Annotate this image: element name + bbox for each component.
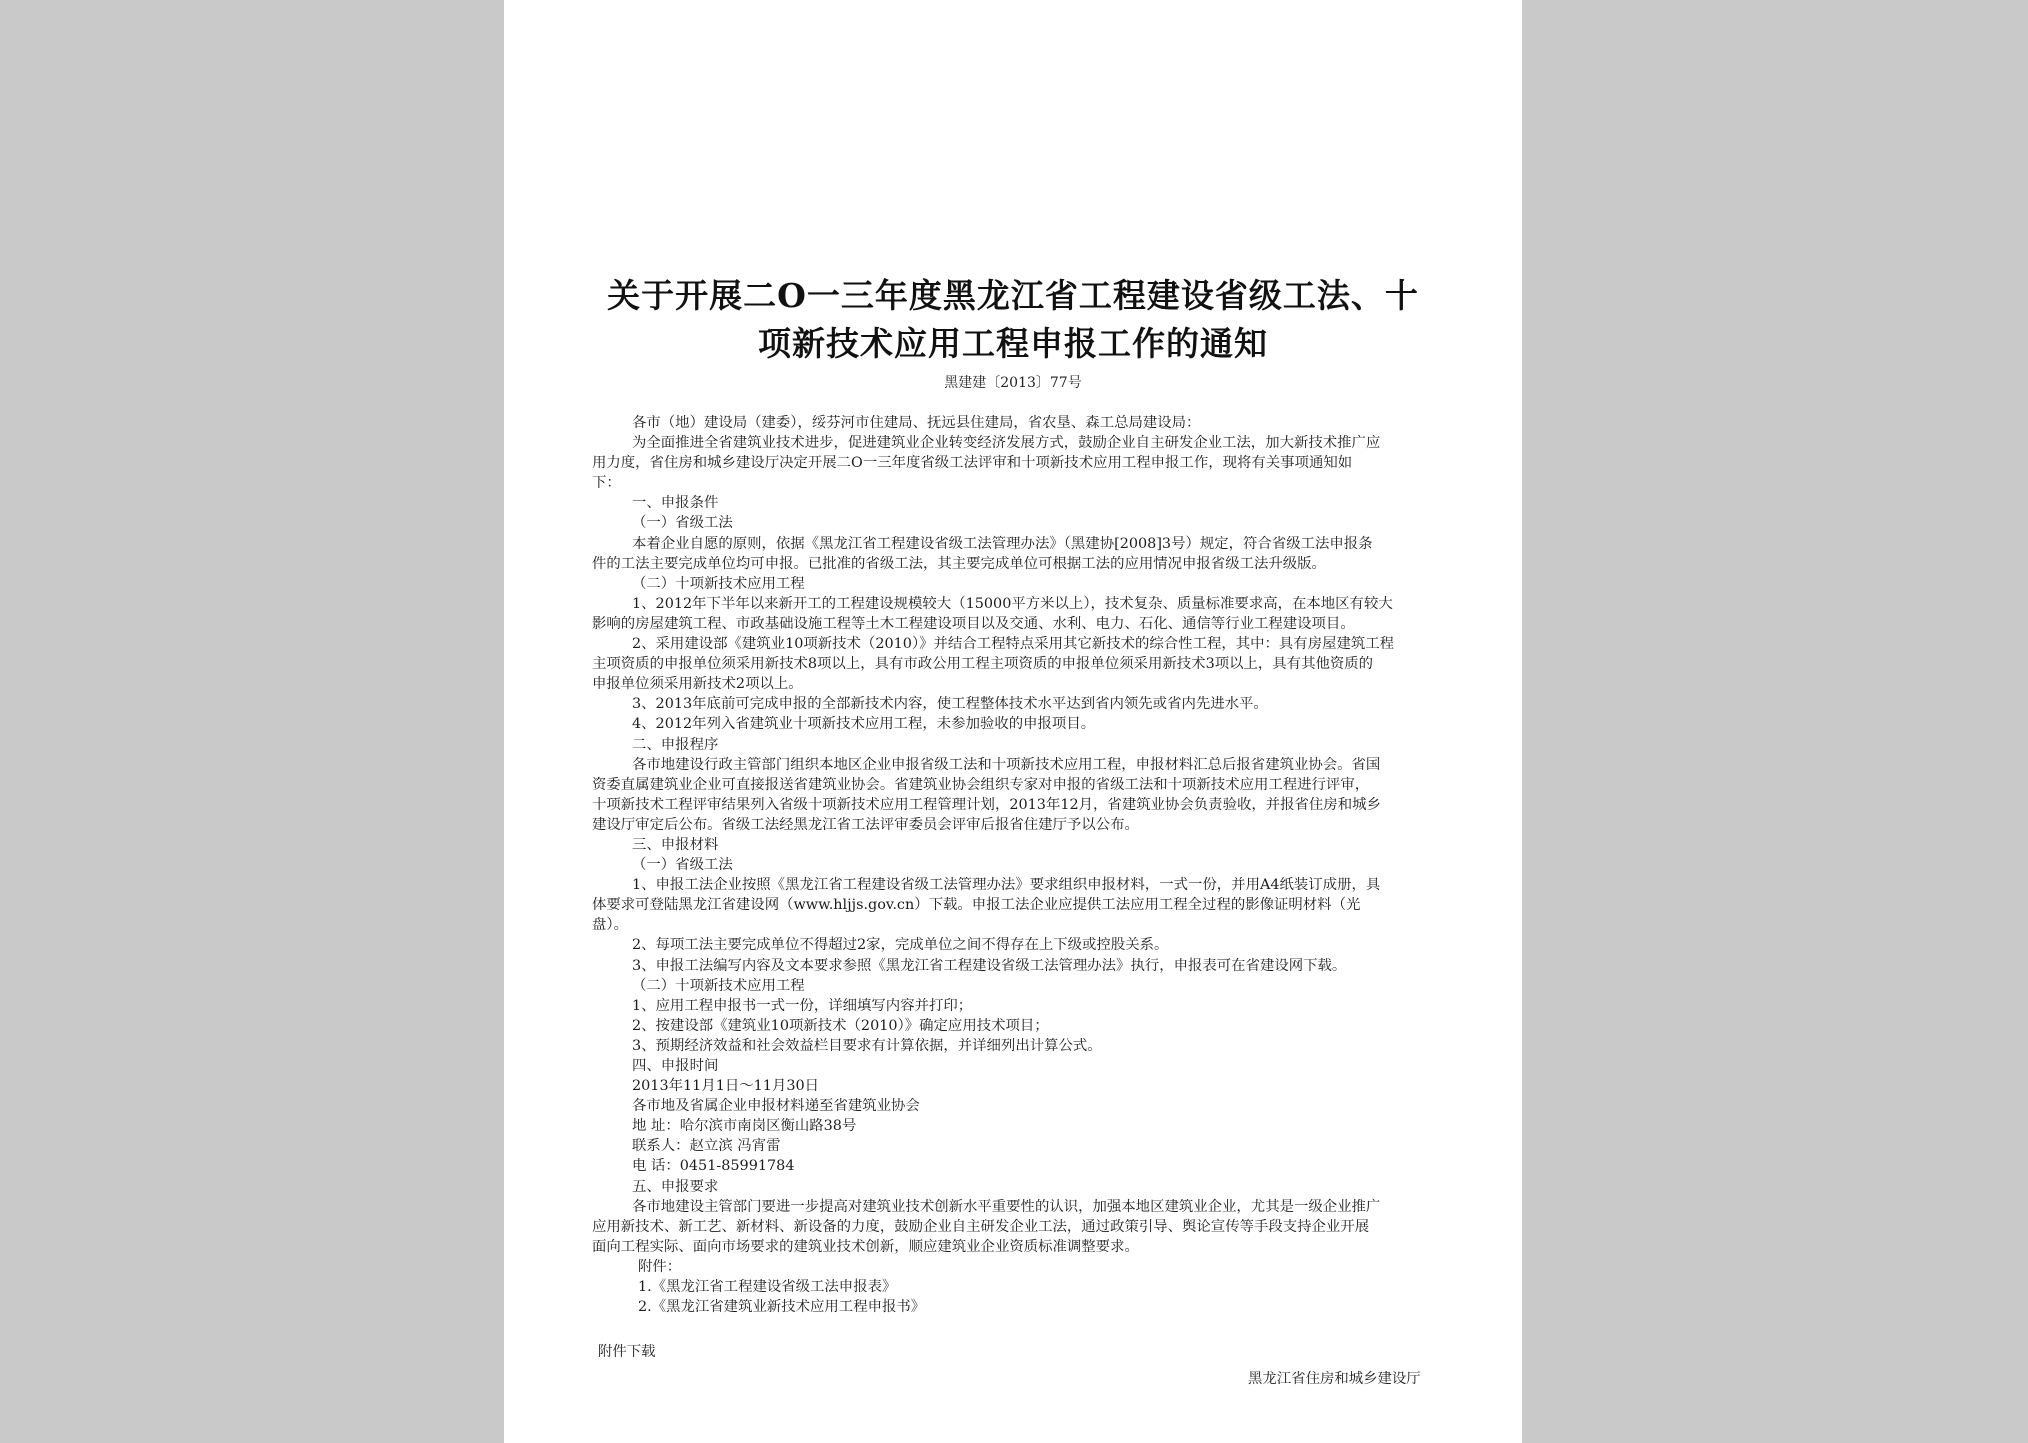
body-line: 2、采用建设部《建筑业10项新技术（2010）》并结合工程特点采用其它新技术的综合性工程，其中：具有房屋建筑工程 — [632, 636, 1395, 653]
body-line: 四、申报时间 — [632, 1058, 719, 1074]
document-title — [504, 272, 1522, 368]
body-line: 各市地及省属企业申报材料递至省建筑业协会 — [632, 1098, 920, 1115]
body-line: 影响的房屋建筑工程、市政基础设施工程等土木工程建设项目以及交通、水利、电力、石化、通信等行业工程建设项目。 — [592, 615, 1355, 632]
body-line: 各市地建设行政主管部门组织本地区企业申报省级工法和十项新技术应用工程，申报材料汇总后报省建筑业协会。省国 — [632, 756, 1381, 773]
body-line: 面向工程实际、面向市场要求的建筑业技术创新，顺应建筑业企业资质标准调整要求。 — [592, 1238, 1139, 1255]
body-line: 件的工法主要完成单位均可申报。已批准的省级工法，其主要完成单位可根据工法的应用情况申报省级工法升级版。 — [592, 555, 1326, 572]
body-line: （二）十项新技术应用工程 — [632, 977, 805, 994]
body-line: 附件： — [638, 1258, 682, 1275]
body-line: 十项新技术工程评审结果列入省级十项新技术应用工程管理计划，2013年12月，省建筑业协会负责验收，并报省住房和城乡 — [592, 796, 1381, 813]
body-line: 一、申报条件 — [632, 495, 719, 512]
body-line: 2.《黑龙江省建筑业新技术应用工程申报书》 — [638, 1299, 926, 1316]
body-line: 下： — [592, 475, 621, 492]
body-line: 各市地建设主管部门要进一步提高对建筑业技术创新水平重要性的认识，加强本地区建筑业企业，尤其是一级企业推广 — [632, 1198, 1381, 1215]
body-line: 本着企业自愿的原则，依据《黑龙江省工程建设省级工法管理办法》（黑建协[2008]3号）规定，符合省级工法申报条 — [632, 535, 1373, 552]
body-line: （二）十项新技术应用工程 — [632, 575, 805, 592]
title-line-1: 关于开展二O一三年度黑龙江省工程建设省级工法、十 — [607, 276, 1419, 315]
body-line: 电 话：0451-85991784 — [632, 1158, 795, 1175]
document-page — [504, 0, 1522, 1443]
body-line: 建设厅审定后公布。省级工法经黑龙江省工法评审委员会评审后报省住建厅予以公布。 — [592, 816, 1139, 833]
body-line: 2、每项工法主要完成单位不得超过2家，完成单位之间不得存在上下级或控股关系。 — [632, 937, 1169, 954]
title-line-2: 项新技术应用工程申报工作的通知 — [758, 324, 1268, 363]
body-line: 3、申报工法编写内容及文本要求参照《黑龙江省工程建设省级工法管理办法》执行，申报表可在省建设网下载。 — [632, 957, 1347, 974]
body-line: 联系人：赵立滨 冯宵雷 — [632, 1138, 781, 1155]
issuer-signature: 黑龙江省住房和城乡建设厅 — [1248, 1371, 1421, 1387]
attachment-download-link[interactable]: 附件下载 — [598, 1344, 656, 1360]
body-line: 五、申报要求 — [632, 1178, 719, 1195]
body-line: 4、2012年列入省建筑业十项新技术应用工程，未参加验收的申报项目。 — [632, 716, 1096, 733]
body-line: 1、应用工程申报书一式一份，详细填写内容并打印； — [632, 997, 973, 1014]
body-line: 体要求可登陆黑龙江省建设网（www.hljjs.gov.cn）下载。申报工法企业应提供工法应用工程全过程的影像证明材料（光 — [592, 897, 1361, 914]
document-number: 黑建建〔2013〕77号 — [944, 375, 1082, 391]
body-line: 主项资质的申报单位须采用新技术8项以上，具有市政公用工程主项资质的申报单位须采用新技术3项以上，具有其他资质的 — [592, 656, 1374, 673]
body-line: 地 址：哈尔滨市南岗区衡山路38号 — [632, 1118, 857, 1135]
body-line: 2013年11月1日～11月30日 — [632, 1078, 820, 1095]
document-body — [592, 413, 1452, 1317]
body-line: 2、按建设部《建筑业10项新技术（2010）》确定应用技术项目； — [632, 1017, 1049, 1034]
body-line: 用力度，省住房和城乡建设厅决定开展二O一三年度省级工法评审和十项新技术应用工程申报工作，现将有关事项通知如 — [592, 455, 1353, 472]
body-line: 应用新技术、新工艺、新材料、新设备的力度，鼓励企业自主研发企业工法，通过政策引导、舆论宣传等手段支持企业开展 — [592, 1218, 1370, 1235]
body-line: 各市（地）建设局（建委），绥芬河市住建局、抚远县住建局，省农垦、森工总局建设局： — [632, 415, 1201, 431]
body-line: 二、申报程序 — [632, 736, 719, 753]
body-line: 1.《黑龙江省工程建设省级工法申报表》 — [638, 1279, 897, 1296]
body-line: 资委直属建筑业企业可直接报送省建筑业协会。省建筑业协会组织专家对申报的省级工法和十项新技术应用工程进行评审， — [592, 776, 1370, 793]
body-line: 申报单位须采用新技术2项以上。 — [592, 676, 803, 693]
body-line: （一）省级工法 — [632, 857, 733, 874]
body-line: 3、2013年底前可完成申报的全部新技术内容，使工程整体技术水平达到省内领先或省内先进水平。 — [632, 696, 1268, 713]
body-line: （一）省级工法 — [632, 515, 733, 532]
body-line: 3、预期经济效益和社会效益栏目要求有计算依据，并详细列出计算公式。 — [632, 1037, 1102, 1054]
body-line: 1、申报工法企业按照《黑龙江省工程建设省级工法管理办法》要求组织申报材料，一式一份，并用A4纸装订成册，具 — [632, 877, 1381, 894]
body-line: 盘）。 — [592, 917, 628, 934]
body-line: 三、申报材料 — [632, 836, 719, 853]
body-line: 为全面推进全省建筑业技术进步，促进建筑业企业转变经济发展方式，鼓励企业自主研发企业工法，加大新技术推广应 — [632, 435, 1381, 452]
body-line: 1、2012年下半年以来新开工的工程建设规模较大（15000平方米以上），技术复杂、质量标准要求高，在本地区有较大 — [632, 595, 1393, 612]
